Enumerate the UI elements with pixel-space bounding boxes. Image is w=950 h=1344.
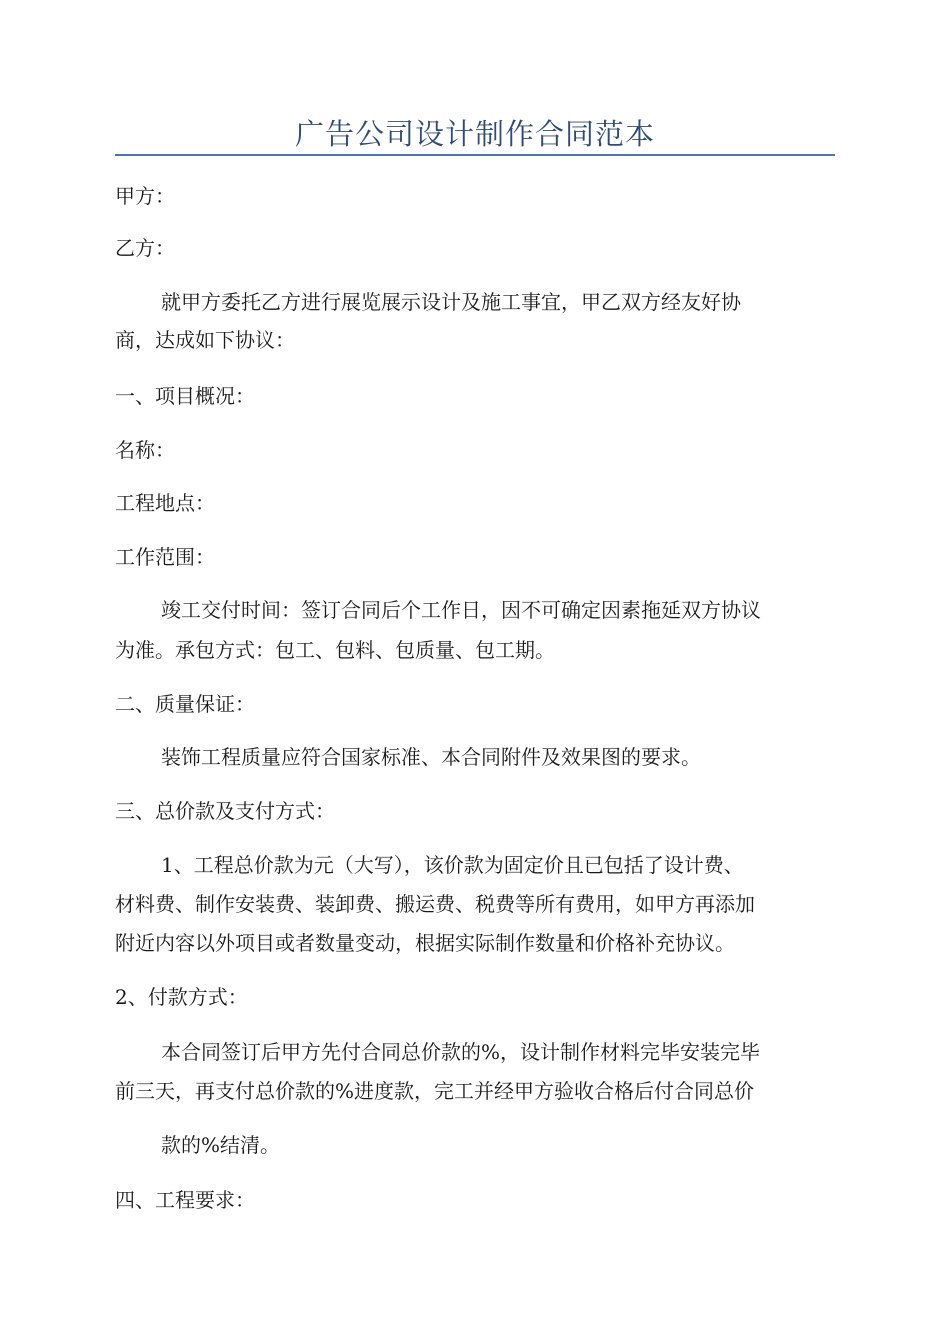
title-underline	[115, 154, 835, 156]
payment-paragraph-line-2: 前三天，再支付总价款的%进度款，完工并经甲方验收合格后付合同总价	[115, 1079, 755, 1103]
party-b-label: 乙方：	[115, 236, 175, 260]
work-scope-label: 工作范围：	[115, 545, 215, 569]
intro-paragraph-line-2: 商，达成如下协议：	[115, 328, 295, 352]
section-1-heading: 一、项目概况：	[115, 384, 255, 408]
delivery-paragraph-line-1: 竣工交付时间：签订合同后个工作日，因不可确定因素拖延双方协议	[161, 598, 761, 622]
section-4-heading: 四、工程要求：	[115, 1188, 255, 1212]
quality-paragraph: 装饰工程质量应符合国家标准、本合同附件及效果图的要求。	[161, 745, 701, 769]
payment-paragraph-line-3: 款的%结清。	[161, 1133, 281, 1157]
intro-paragraph-line-1: 就甲方委托乙方进行展览展示设计及施工事宜，甲乙双方经友好协	[161, 290, 741, 314]
section-2-heading: 二、质量保证：	[115, 692, 255, 716]
delivery-paragraph-line-2: 为准。承包方式：包工、包料、包质量、包工期。	[115, 638, 555, 662]
price-paragraph-line-3: 附近内容以外项目或者数量变动，根据实际制作数量和价格补充协议。	[115, 931, 735, 955]
project-name-label: 名称：	[115, 438, 175, 462]
price-paragraph-line-2: 材料费、制作安装费、装卸费、搬运费、税费等所有费用，如甲方再添加	[115, 892, 755, 916]
section-3-heading: 三、总价款及支付方式：	[115, 799, 335, 823]
project-location-label: 工程地点：	[115, 491, 215, 515]
payment-paragraph-line-1: 本合同签订后甲方先付合同总价款的%，设计制作材料完毕安装完毕	[161, 1040, 761, 1064]
price-paragraph-line-1: 1、工程总价款为元（大写），该价款为固定价且已包括了设计费、	[161, 853, 744, 877]
payment-heading: 2、付款方式：	[115, 985, 248, 1009]
document-title: 广告公司设计制作合同范本	[294, 117, 655, 151]
party-a-label: 甲方：	[115, 184, 175, 208]
